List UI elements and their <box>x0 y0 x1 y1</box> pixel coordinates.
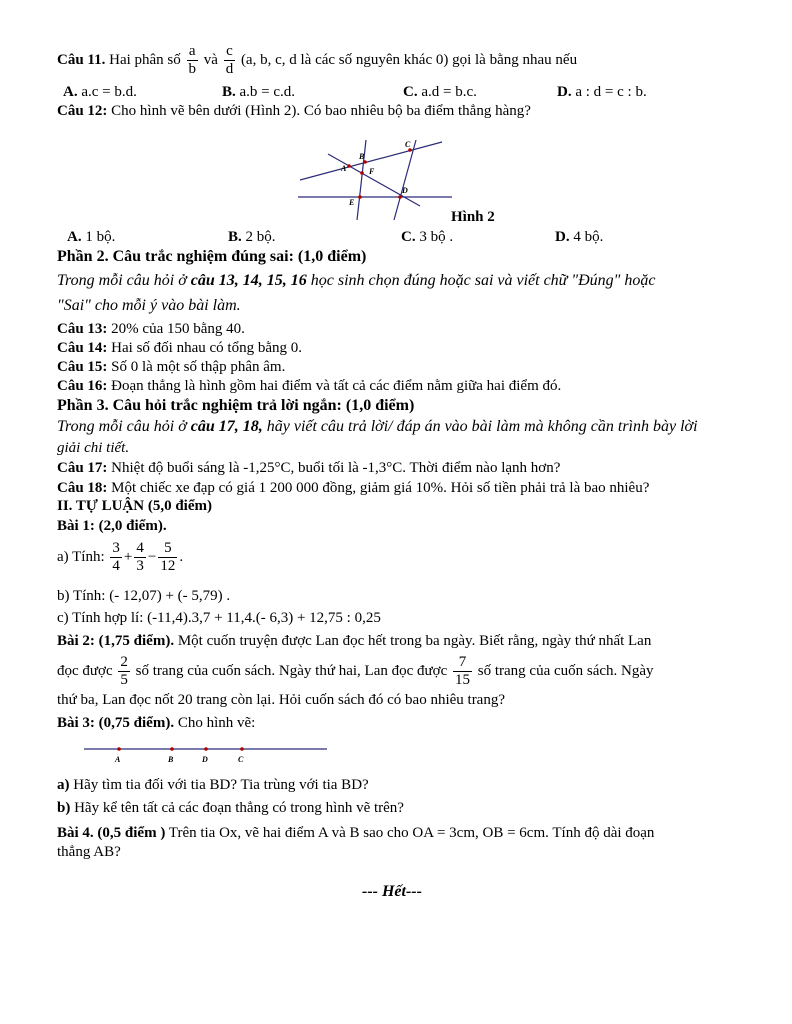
operator: + <box>123 548 133 565</box>
part3-instruction-2: giải chi tiết. <box>57 440 130 456</box>
part2-instruction-2: "Sai" cho mỗi ý vào bài làm. <box>57 297 241 314</box>
q11-option-c <box>403 83 477 101</box>
bai2-line-1 <box>57 632 651 650</box>
q-text: Hai số đối nhau có tổng bằng 0. <box>107 340 302 356</box>
bai3-line <box>57 714 255 732</box>
q11-option-d <box>557 83 647 101</box>
bai1-a-fraction-3 <box>158 540 177 575</box>
fig2-label-f: F <box>369 167 375 176</box>
bai2-text: số trang của cuốn sách. Ngày thứ hai, Lan đọc được <box>131 662 451 679</box>
bai3-point-d <box>204 747 208 751</box>
numerator: 5 <box>158 540 177 558</box>
figure-caption: Hình 2 <box>451 209 495 225</box>
fig2-label-c: C <box>405 140 411 149</box>
q11-f2-numerator: c <box>224 43 236 61</box>
footer-end: --- Hết--- <box>362 883 422 900</box>
numerator: 7 <box>453 654 472 672</box>
q-label: Câu 18: <box>57 480 108 496</box>
q12-label: Câu 12: <box>57 103 108 119</box>
q18-line <box>57 479 649 497</box>
part3-instruction-1 <box>57 418 698 436</box>
instr-text: Trong mỗi câu hỏi ở <box>57 418 191 435</box>
option-text: 3 bộ . <box>415 229 454 245</box>
q-text: 20% của 150 bằng 40. <box>107 321 245 337</box>
bai3-a-text: Hãy tìm tia đối với tia BD? Tia trùng với tia BD? <box>69 777 369 793</box>
option-text: 4 bộ. <box>569 229 604 245</box>
fig2-point-d <box>398 195 402 199</box>
q11-mid: và <box>200 51 222 68</box>
q11-f2-denominator: d <box>225 61 234 77</box>
q-label: Câu 16: <box>57 378 108 394</box>
bai1-a-label: a) Tính: <box>57 548 109 565</box>
q-label: Câu 14: <box>57 340 108 356</box>
bai2-fraction-2 <box>453 654 472 689</box>
bai3-text: Cho hình vẽ: <box>174 715 256 731</box>
option-key: D. <box>555 229 570 245</box>
q-label: Câu 13: <box>57 321 108 337</box>
figure-bai-3 <box>80 740 330 768</box>
option-key: C. <box>401 229 416 245</box>
q13-line <box>57 320 245 338</box>
option-text: 2 bộ. <box>241 229 276 245</box>
q14-line <box>57 339 302 357</box>
bai3-label-a: A <box>115 755 121 764</box>
instr-text: học sinh chọn đúng hoặc sai và viết chữ "Đúng" hoặc <box>306 272 656 289</box>
fig2-label-e: E <box>349 198 355 207</box>
fig2-line-AD <box>328 154 420 206</box>
part3-title: Phần 3. Câu hỏi trắc nghiệm trả lời ngắn: (1,0 điểm) <box>57 397 415 414</box>
q11-option-b <box>222 83 295 101</box>
q12-option-b <box>228 228 276 246</box>
bai3-a-label: a) <box>57 777 70 793</box>
bai2-line-3: thứ ba, Lan đọc nốt 20 trang còn lại. Hỏi cuốn sách đó có bao nhiêu trang? <box>57 692 506 708</box>
q11-f1-numerator: a <box>187 43 199 61</box>
bai3-point-b <box>170 747 174 751</box>
denominator: 4 <box>112 558 120 574</box>
fig2-label-b: B <box>359 152 365 161</box>
fig2-label-a: A <box>341 164 347 173</box>
operator: − <box>147 548 157 565</box>
q12-line <box>57 102 531 120</box>
figure-hinh-2 <box>290 132 460 222</box>
numerator: 3 <box>112 540 120 556</box>
bai3-point-c <box>240 747 244 751</box>
numerator: 4 <box>136 540 144 556</box>
fig2-point-e <box>358 195 362 199</box>
part2-instruction-1 <box>57 272 656 290</box>
q15-line <box>57 358 285 376</box>
bai3-point-a <box>117 747 121 751</box>
q16-line <box>57 377 561 395</box>
q11-line <box>57 43 577 78</box>
bai3-b <box>57 799 404 817</box>
bai2-text: đọc được <box>57 662 117 679</box>
bai4-text: Trên tia Ox, vẽ hai điểm A và B sao cho OA = 3cm, OB = 6cm. Tính độ dài đoạn <box>165 825 655 841</box>
option-key: D. <box>557 84 572 100</box>
bai3-label-c: C <box>238 755 244 764</box>
option-text: a.d = b.c. <box>417 84 477 100</box>
section2-title: II. TỰ LUẬN (5,0 điểm) <box>57 498 213 514</box>
numerator: 2 <box>120 654 128 670</box>
bai2-text: Một cuốn truyện được Lan đọc hết trong ba ngày. Biết rằng, ngày thứ nhất Lan <box>174 633 652 649</box>
denominator: 5 <box>120 672 128 688</box>
q11-label: Câu 11. <box>57 51 106 68</box>
option-text: 1 bộ. <box>81 229 116 245</box>
q-text: Nhiệt độ buổi sáng là -1,25°C, buổi tối là -1,3°C. Thời điểm nào lạnh hơn? <box>107 460 561 476</box>
bai1-b: b) Tính: (- 12,07) + (- 5,79) . <box>57 588 231 604</box>
bai1-c: c) Tính hợp lí: (-11,4).3,7 + 11,4.(- 6,3) + 12,75 : 0,25 <box>57 610 381 626</box>
q17-line <box>57 459 560 477</box>
bai4-line-1 <box>57 824 654 842</box>
q12-option-d <box>555 228 603 246</box>
bai4-line-2: thẳng AB? <box>57 844 121 860</box>
option-key: C. <box>403 84 418 100</box>
instr-bold: câu 13, 14, 15, 16 <box>190 272 307 289</box>
denominator: 3 <box>136 558 144 574</box>
q-text: Một chiếc xe đạp có giá 1 200 000 đồng, giảm giá 10%. Hỏi số tiền phải trả là bao nhiêu? <box>107 480 650 496</box>
bai3-label-b: B <box>168 755 174 764</box>
option-key: A. <box>63 84 78 100</box>
bai3-b-text: Hãy kể tên tất cả các đoạn thẳng có trong hình vẽ trên? <box>70 800 404 816</box>
q12-option-a <box>67 228 115 246</box>
q11-f1-denominator: b <box>188 61 197 77</box>
option-key: B. <box>222 84 236 100</box>
option-key: A. <box>67 229 82 245</box>
fig2-label-d: D <box>402 186 408 195</box>
denominator: 12 <box>160 558 176 574</box>
fig2-point-a <box>347 164 351 168</box>
q-text: Đoạn thẳng là hình gồm hai điểm và tất cả các điểm nằm giữa hai điểm đó. <box>107 378 562 394</box>
bai2-label: Bài 2: (1,75 điểm). <box>57 633 175 649</box>
part2-title: Phần 2. Câu trắc nghiệm đúng sai: (1,0 điểm) <box>57 248 367 265</box>
q-label: Câu 17: <box>57 460 108 476</box>
bai3-b-label: b) <box>57 800 71 816</box>
bai3-label-d: D <box>202 755 208 764</box>
bai3-label: Bài 3: (0,75 điểm). <box>57 715 175 731</box>
period: . <box>179 548 184 565</box>
fig2-point-f <box>360 171 364 175</box>
q11-pre: Hai phân số <box>105 51 185 68</box>
q11-fraction-1 <box>187 43 199 78</box>
instr-bold: câu 17, 18, <box>190 418 263 435</box>
q-label: Câu 15: <box>57 359 108 375</box>
bai2-text: số trang của cuốn sách. Ngày <box>474 662 654 679</box>
bai2-line-2 <box>57 654 654 689</box>
q11-post: (a, b, c, d là các số nguyên khác 0) gọi là bằng nhau nếu <box>237 51 578 68</box>
instr-text: hãy viết câu trả lời/ đáp án vào bài làm mà không cần trình bày lời <box>262 418 698 435</box>
option-key: B. <box>228 229 242 245</box>
bai1-a-fraction-1 <box>110 540 122 575</box>
bai2-fraction-1 <box>118 654 130 689</box>
q-text: Số 0 là một số thập phân âm. <box>107 359 286 375</box>
option-text: a.b = c.d. <box>235 84 296 100</box>
option-text: a.c = b.d. <box>77 84 137 100</box>
bai1-a <box>57 540 183 575</box>
bai3-a <box>57 776 369 794</box>
bai1-a-fraction-2 <box>134 540 146 575</box>
q11-fraction-2 <box>224 43 236 78</box>
q12-option-c <box>401 228 453 246</box>
q11-option-a <box>63 83 137 101</box>
instr-text: Trong mỗi câu hỏi ở <box>57 272 191 289</box>
denominator: 15 <box>455 672 470 688</box>
option-text: a : d = c : b. <box>571 84 647 100</box>
bai1-title: Bài 1: (2,0 điểm). <box>57 518 167 534</box>
bai4-label: Bài 4. (0,5 điểm ) <box>57 825 166 841</box>
q12-text: Cho hình vẽ bên dưới (Hình 2). Có bao nhiêu bộ ba điểm thẳng hàng? <box>107 103 531 119</box>
